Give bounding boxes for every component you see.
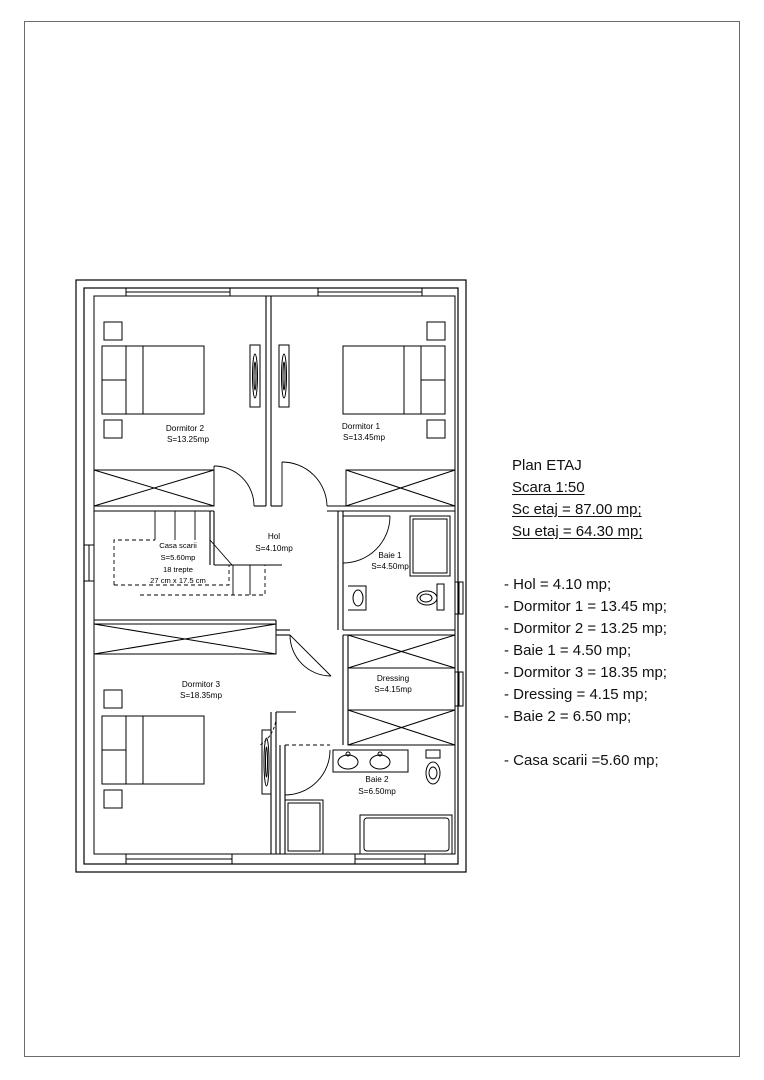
window-right-dressing <box>455 672 463 706</box>
bed-bedroom2 <box>102 322 204 438</box>
interior-outline <box>94 296 455 854</box>
door-bath2 <box>285 750 330 795</box>
sink-bath1 <box>348 586 366 610</box>
room-area-hol: S=4.10mp <box>255 544 293 553</box>
room-name-baie2: Baie 2 <box>365 775 389 784</box>
window-bottom-left <box>126 854 232 864</box>
double-sink-bath2 <box>333 750 408 772</box>
radiator-bedroom1 <box>279 345 289 407</box>
room-labels <box>150 422 412 796</box>
area-list-item: - Dressing = 4.15 mp; <box>504 686 648 703</box>
area-list-item: - Baie 1 = 4.50 mp; <box>504 642 632 659</box>
built-area: Sc etaj = 87.00 mp; <box>512 501 642 518</box>
usable-area: Su etaj = 64.30 mp; <box>512 523 643 540</box>
bed-bedroom1 <box>343 322 445 438</box>
area-list-item: - Dormitor 3 = 18.35 mp; <box>504 664 667 681</box>
stair-area-item: - Casa scarii =5.60 mp; <box>504 752 659 769</box>
bed-bedroom3 <box>102 690 204 808</box>
wardrobe-dressing-top <box>348 635 455 668</box>
bathtub-bath2 <box>360 815 452 854</box>
window-bottom-right <box>355 854 425 864</box>
partition-walls <box>94 296 455 854</box>
shower-bath2 <box>285 800 323 854</box>
area-list-item: - Dormitor 2 = 13.25 mp; <box>504 620 667 637</box>
door-bedroom3 <box>290 635 331 676</box>
window-top-left <box>126 288 230 296</box>
room-name-casa-scarii: Casa scarii <box>159 541 197 550</box>
window-right-bath1 <box>455 582 463 614</box>
toilet-bath1 <box>417 584 444 610</box>
room-area-dormitor3: S=18.35mp <box>179 691 223 700</box>
room-name-dormitor2: Dormitor 2 <box>165 424 205 433</box>
stair-steps-count: 18 trepte <box>163 565 193 574</box>
room-area-dressing: S=4.15mp <box>374 685 412 694</box>
wardrobe-dressing-bottom <box>348 710 455 745</box>
plan-scale: Scara 1:50 <box>512 479 585 496</box>
room-area-dormitor1: S=13.45mp <box>342 433 386 442</box>
room-area-dormitor2: S=13.25mp <box>166 435 210 444</box>
toilet-bath2 <box>426 750 440 784</box>
radiator-bedroom2 <box>250 345 260 407</box>
room-area-casa-scarii: S=5.60mp <box>160 553 196 562</box>
wardrobe-bedroom2 <box>94 470 214 506</box>
door-bedroom1 <box>282 462 327 506</box>
stair-step-size: 27 cm x 17.5 cm <box>150 576 206 585</box>
door-bedroom2 <box>214 466 254 506</box>
area-list-item: - Dormitor 1 = 13.45 mp; <box>504 598 667 615</box>
area-list-item: - Hol = 4.10 mp; <box>504 576 612 593</box>
room-name-hol: Hol <box>267 532 281 541</box>
window-top-right <box>318 288 422 296</box>
wardrobe-bedroom3 <box>94 624 276 654</box>
room-name-baie1: Baie 1 <box>378 551 402 560</box>
plan-title: Plan ETAJ <box>512 457 582 474</box>
room-area-baie1: S=4.50mp <box>371 562 409 571</box>
area-list-item: - Baie 2 = 6.50 mp; <box>504 708 632 725</box>
shower-bath1 <box>410 516 450 576</box>
room-area-baie2: S=6.50mp <box>358 787 396 796</box>
room-name-dormitor3: Dormitor 3 <box>181 680 221 689</box>
room-name-dressing: Dressing <box>376 674 410 683</box>
wardrobe-bedroom1 <box>346 470 455 506</box>
window-left-stair <box>84 545 94 581</box>
room-name-dormitor1: Dormitor 1 <box>341 422 381 431</box>
